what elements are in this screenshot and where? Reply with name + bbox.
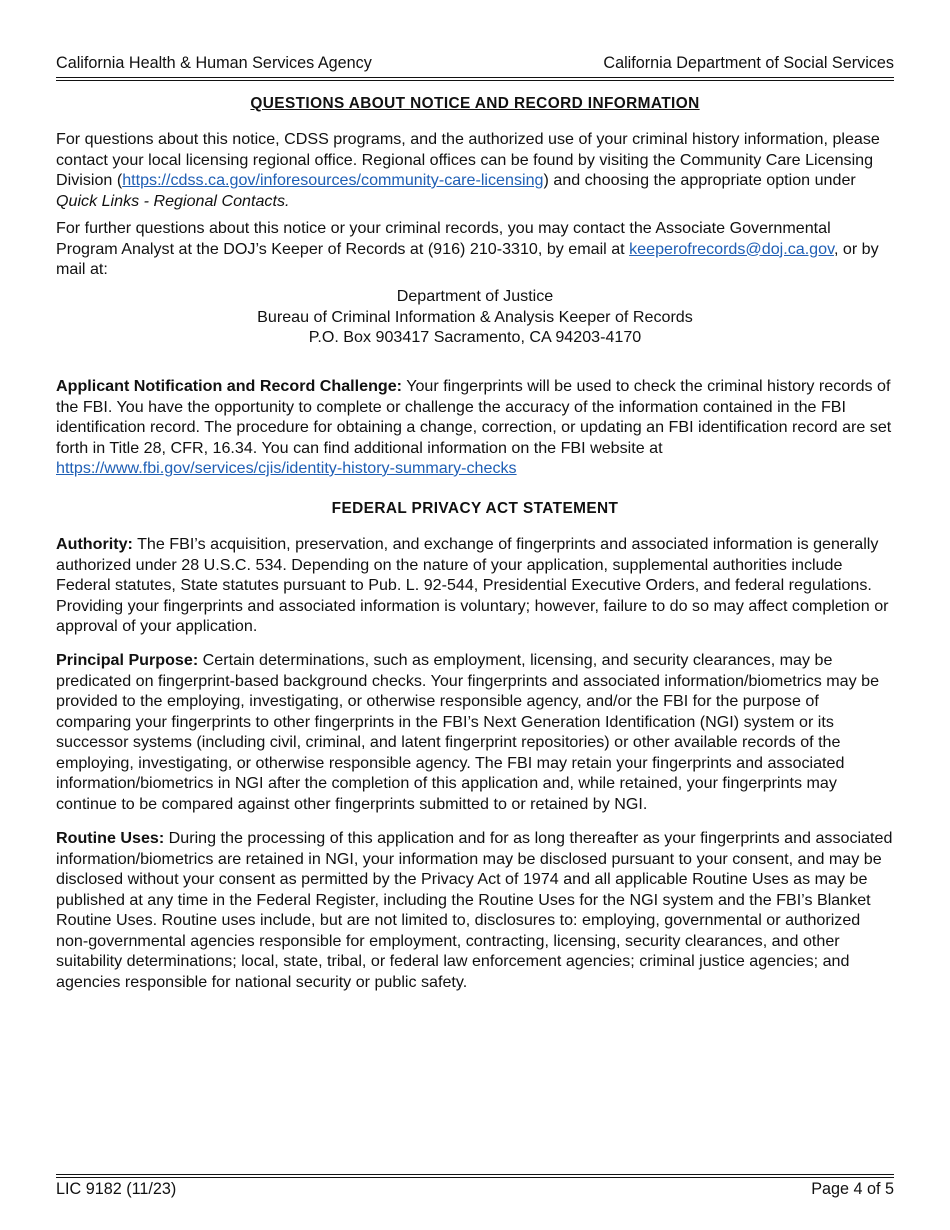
header-rule-top [56, 77, 894, 78]
authority-heading: Authority: [56, 535, 133, 553]
paragraph-text: ) and choosing the appropriate option under [543, 171, 856, 189]
paragraph-text: The FBI’s acquisition, preservation, and exchange of fingerprints and associated information is generally authorized under 28 U.S.C. 534. Depending on the nature of your application, supplemental authorities include Federal statutes, State statutes pursuant to Pub. L. 92-544, Presidential Executive Orders, and federal regulations. Providing your fingerprints and associated information is voluntary; however, failure to do so may affect completion or approval of your application. [56, 535, 889, 635]
address-line: Department of Justice [396, 287, 554, 305]
cdss-licensing-link[interactable]: https://cdss.ca.gov/inforesources/community-care-licensing [122, 171, 544, 189]
paragraph-text: During the processing of this application and for as long thereafter as your fingerprints and associated information/biometrics are retained in NGI, your information may be disclosed pursuant to your consent, and may be disclosed without your consent as permitted by the Privacy Act of 1974 and all applicable Routine Uses as may be published at any time in the Federal Register, including the Routine Uses for the NGI system and the FBI’s Blanket Routine Uses. Routine uses include, but are not limited to, disclosures to: employing, governmental or authorized non-governmental agencies responsible for employment, contracting, licensing, security clearances, and other suitability determinations; local, state, tribal, or federal law enforcement agencies; criminal justice agencies; and agencies responsible for national security or public safety. [56, 829, 893, 991]
form-number: LIC 9182 (11/23) [56, 1180, 177, 1198]
section-title-questions: QUESTIONS ABOUT NOTICE AND RECORD INFORMATION [250, 95, 700, 112]
paragraph-authority [56, 534, 894, 637]
keeper-email-link[interactable]: keeperofrecords@doj.ca.gov [629, 239, 834, 258]
paragraph-further-questions [56, 218, 894, 280]
page-header [56, 53, 894, 73]
record-challenge-heading: Applicant Notification and Record Challenge: [56, 377, 403, 395]
fbi-identity-link[interactable]: https://www.fbi.gov/services/cjis/identity-history-summary-checks [56, 459, 517, 477]
page-footer [56, 1179, 894, 1199]
footer-rule-bottom [56, 1177, 894, 1178]
page-number: Page 4 of 5 [811, 1180, 894, 1198]
header-rule-bottom [56, 80, 894, 81]
paragraph-questions-notice [56, 129, 894, 211]
paragraph-text: For questions about this notice, CDSS programs, and the authorized use of your criminal history information, please contact your local licensing regional office. Regional offices can be found by visiting the Community Care Licensing Division ( [56, 130, 880, 189]
regional-contacts-label: Quick Links - Regional Contacts. [56, 191, 290, 210]
address-line: P.O. Box 903417 Sacramento, CA 94203-4170 [308, 328, 642, 346]
document-page [56, 0, 894, 1230]
header-department: California Department of Social Services [603, 54, 894, 72]
address-line: Bureau of Criminal Information & Analysis Keeper of Records [257, 307, 693, 326]
header-agency: California Health & Human Services Agency [56, 54, 372, 72]
paragraph-text: , or by mail at: [56, 239, 879, 278]
paragraph-text: For further questions about this notice or your criminal records, you may contact the Associate Governmental Program Analyst at the DOJ’s Keeper of Records at (916) 210-3310, by email at [56, 219, 831, 258]
principal-purpose-heading: Principal Purpose: [56, 651, 199, 669]
paragraph-record-challenge [56, 376, 894, 479]
footer-rule-top [56, 1174, 894, 1175]
paragraph-text: Certain determinations, such as employment, licensing, and security clearances, may be predicated on fingerprint-based background checks. Your fingerprints and associated information/biometrics may be provided to the employing, investigating, or otherwise responsible agency, and/or the FBI for the purpose of comparing your fingerprints to other fingerprints in the FBI’s Next Generation Identification (NGI) system or its successor systems (including civil, criminal, and latent fingerprint repositories) or other available records of the employing, investigating, or otherwise responsible agency. The FBI may retain your fingerprints and associated information/biometrics in NGI after the completion of this application and, while retained, your fingerprints may continue to be compared against other fingerprints submitted to or retained by NGI. [56, 651, 880, 813]
paragraph-text: Your fingerprints will be used to check the criminal history records of the FBI. You have the opportunity to complete or challenge the accuracy of the information contained in the FBI identification record. The procedure for obtaining a change, correction, or updating an FBI identification record are set forth in Title 28, CFR, 16.34. You can find additional information on the FBI website at [56, 377, 892, 457]
paragraph-routine-uses [56, 828, 894, 992]
section-title-privacy-act: FEDERAL PRIVACY ACT STATEMENT [331, 500, 619, 517]
paragraph-principal-purpose [56, 650, 894, 814]
routine-uses-heading: Routine Uses: [56, 829, 165, 847]
mailing-address [56, 286, 894, 348]
